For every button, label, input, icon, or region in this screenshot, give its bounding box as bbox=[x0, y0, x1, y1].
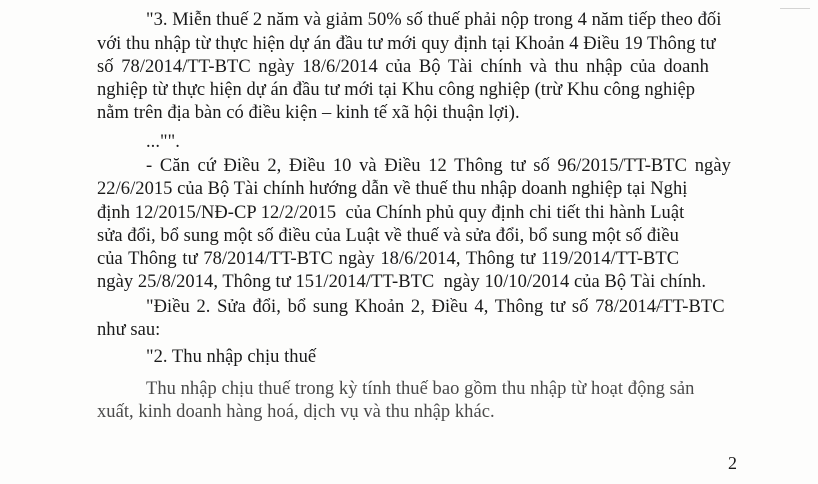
page-number: 2 bbox=[728, 453, 737, 473]
paragraph-3-line-2: 22/6/2015 của Bộ Tài chính hướng dẫn về thuế thu nhập doanh nghiệp tại Nghị bbox=[97, 179, 688, 199]
paragraph-1-line-1: "3. Miễn thuế 2 năm và giảm 50% số thuế phải nộp trong 4 năm tiếp theo đối bbox=[146, 10, 722, 30]
paragraph-1-line-4: nghiệp từ thực hiện dự án đầu tư mới tại Khu công nghiệp (trừ Khu công nghiệp bbox=[97, 80, 696, 100]
section-heading: "2. Thu nhập chịu thuế bbox=[146, 347, 317, 367]
paragraph-4-line-1: "Điều 2. Sửa đổi, bổ sung Khoản 2, Điều 4, Thông tư số 78/2014/TT-BTC bbox=[146, 297, 725, 317]
paragraph-1-line-5: nằm trên địa bàn có điều kiện – kinh tế xã hội thuận lợi). bbox=[97, 103, 520, 123]
paragraph-4-line-2: như sau: bbox=[97, 320, 161, 340]
paragraph-3-line-1: - Căn cứ Điều 2, Điều 10 và Điều 12 Thông tư số 96/2015/TT-BTC ngày bbox=[146, 156, 731, 176]
paragraph-3-line-6: ngày 25/8/2014, Thông tư 151/2014/TT-BTC ngày 10/10/2014 của Bộ Tài chính. bbox=[97, 272, 706, 292]
paragraph-1-line-2: với thu nhập từ thực hiện dự án đầu tư mới quy định tại Khoản 4 Điều 19 Thông tư bbox=[97, 34, 716, 54]
paragraph-3-line-3: định 12/2015/NĐ-CP 12/2/2015 của Chính phủ quy định chi tiết thi hành Luật bbox=[97, 203, 685, 223]
paragraph-3-line-4: sửa đổi, bổ sung một số điều của Luật về thuế và sửa đổi, bổ sung một số điều bbox=[97, 226, 679, 246]
paragraph-6-line-1: Thu nhập chịu thuế trong kỳ tính thuế bao gồm thu nhập từ hoạt động sản bbox=[146, 379, 695, 399]
scan-mark bbox=[780, 8, 810, 9]
paragraph-1-line-3: số 78/2014/TT-BTC ngày 18/6/2014 của Bộ Tài chính và thu nhập của doanh bbox=[97, 57, 709, 77]
paragraph-6-line-2: xuất, kinh doanh hàng hoá, dịch vụ và thu nhập khác. bbox=[97, 402, 495, 422]
ellipsis-line: ..."". bbox=[146, 132, 180, 152]
paragraph-3-line-5: của Thông tư 78/2014/TT-BTC ngày 18/6/2014, Thông tư 119/2014/TT-BTC bbox=[97, 249, 680, 269]
